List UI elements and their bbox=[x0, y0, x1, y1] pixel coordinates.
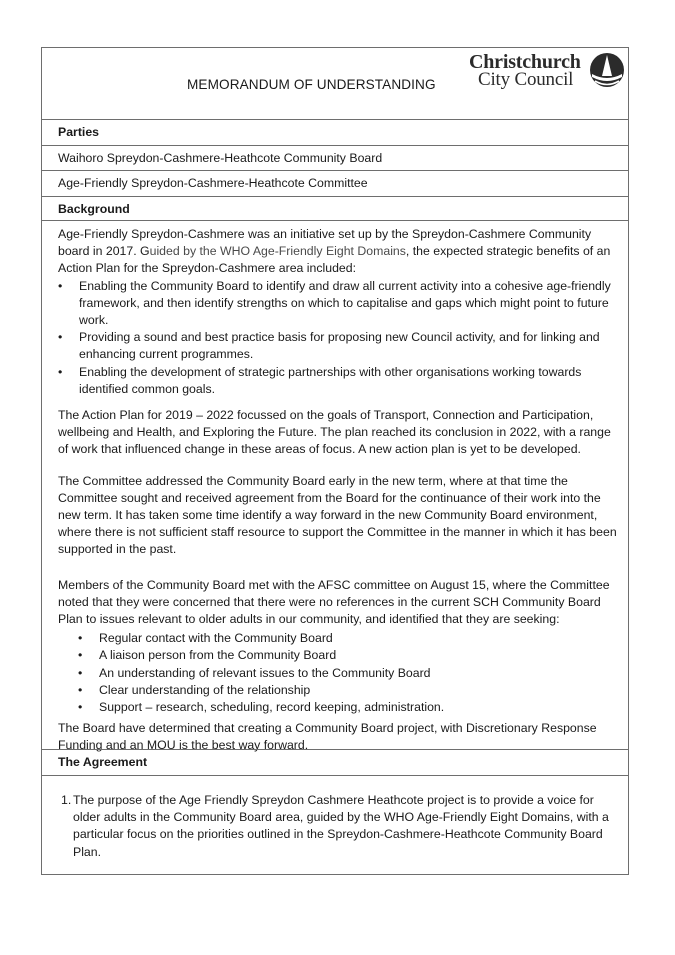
party-community-board: Waihoro Spreydon-Cashmere-Heathcote Community Board bbox=[58, 151, 383, 165]
background-heading: Background bbox=[58, 202, 130, 216]
list-item: • An understanding of relevant issues to the Community Board bbox=[58, 665, 624, 682]
list-item: • Clear understanding of the relationship bbox=[58, 682, 624, 699]
party-committee: Age-Friendly Spreydon-Cashmere-Heathcote Committee bbox=[58, 176, 368, 190]
agreement-item-text: The purpose of the Age Friendly Spreydon Cashmere Heathcote project is to provide a voice for older adults in the Community Board area, guided by the WHO Age-Friendly Eight Domains, with a particular focus on the priorities outlined in the Spreydon-Cashmere-Heathcote Community Board Plan. bbox=[73, 793, 609, 859]
agreement-list bbox=[58, 792, 624, 861]
party-row bbox=[42, 170, 628, 196]
members-paragraph: Members of the Community Board met with the AFSC committee on August 15, where the Committee noted that they were concerned that there were no references in the current SCH Community Board Plan to issues relevant to older adults in our community, and identified that they are seeking: bbox=[58, 577, 610, 627]
parties-heading: Parties bbox=[58, 125, 100, 139]
list-item bbox=[61, 792, 624, 861]
list-item: • Enabling the Community Board to identify and draw all current activity into a cohesive age-friendly framework, and then identify strengths on which to capitalise and gaps which might point to future work. bbox=[58, 278, 624, 330]
background-heading-row bbox=[42, 196, 628, 220]
intro-text-continued: , the expected strategic benefits of an Action Plan for the Spreydon-Cashmere area included: bbox=[58, 244, 611, 276]
document-header bbox=[42, 48, 628, 119]
background-intro bbox=[58, 226, 624, 278]
party-row bbox=[42, 145, 628, 170]
intro-text: Age-Friendly Spreydon-Cashmere was an initiative set up by the Spreydon-Cashmere Community board in 2017. G bbox=[58, 227, 592, 259]
background-content bbox=[58, 226, 624, 755]
who-domains-reference: uided by the WHO Age-Friendly Eight Domains bbox=[149, 244, 406, 259]
agreement-section bbox=[42, 775, 628, 874]
cathedral-logo-icon bbox=[589, 52, 625, 90]
action-plan-paragraph: The Action Plan for 2019 – 2022 focussed on the goals of Transport, Connection and Participation, wellbeing and Health, and Exploring the Future. The plan reached its conclusion in 2022, with a range of work that influenced change in these areas of focus. A new action plan is yet to be developed. bbox=[58, 408, 611, 457]
list-item: • Enabling the development of strategic partnerships with other organisations working towards identified common goals. bbox=[58, 364, 624, 398]
list-item: • Providing a sound and best practice basis for proposing new Council activity, and for linking and enhancing current programmes. bbox=[58, 329, 624, 363]
agreement-heading-row bbox=[42, 749, 628, 775]
logo-text-line1: Christchurch bbox=[469, 51, 581, 73]
parties-heading-row bbox=[42, 119, 628, 145]
council-logo bbox=[467, 52, 625, 92]
decision-paragraph: The Board have determined that creating a Community Board project, with Discretionary Response Funding and an MOU is the best way forward. bbox=[58, 721, 597, 753]
list-item: • Support – research, scheduling, record keeping, administration. bbox=[58, 699, 624, 716]
benefits-list bbox=[58, 278, 624, 398]
memorandum-document bbox=[41, 47, 629, 875]
agreement-heading: The Agreement bbox=[58, 755, 148, 769]
background-section bbox=[42, 220, 628, 753]
list-item: • Regular contact with the Community Board bbox=[58, 630, 624, 647]
seeking-list bbox=[58, 630, 624, 716]
agreement-item-number: 1. bbox=[61, 793, 72, 807]
page-title: MEMORANDUM OF UNDERSTANDING bbox=[187, 77, 436, 92]
list-item: • A liaison person from the Community Board bbox=[58, 647, 624, 664]
committee-paragraph: The Committee addressed the Community Board early in the new term, where at that time the Committee sought and received agreement from the Board for the continuance of their work into the new term. It has taken some time identify a way forward in the new Community Board environment, where there is not sufficient staff resource to support the Committee in the manner in which it has been supported in the past. bbox=[58, 473, 617, 557]
logo-text-line2: City Council bbox=[478, 69, 574, 90]
